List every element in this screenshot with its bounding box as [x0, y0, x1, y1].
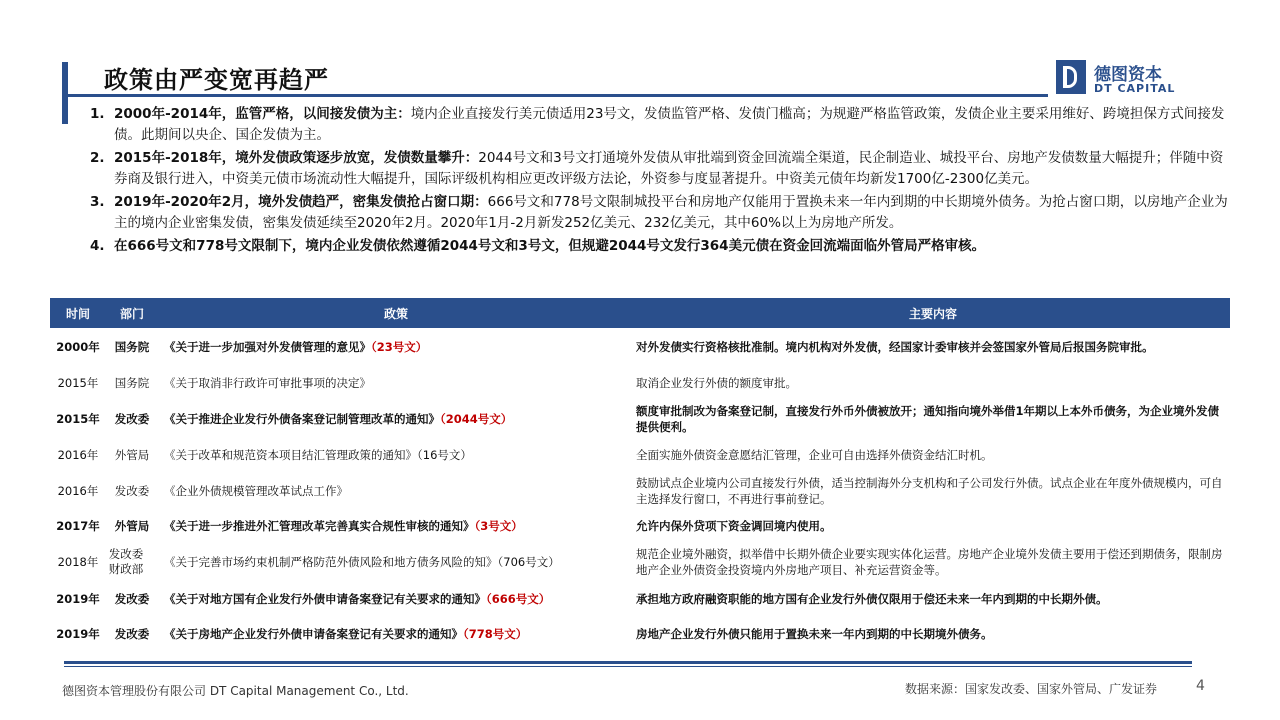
policy-name: 《关于对地方国有企业发行外债申请备案登记有关要求的通知》 — [164, 592, 486, 606]
cell-main: 取消企业发行外债的额度审批。 — [636, 376, 797, 390]
point-text — [114, 104, 1230, 146]
table-row — [50, 542, 1230, 582]
cell-dept: 发改委 — [114, 627, 150, 641]
point-text — [114, 148, 1230, 190]
cell-time: 2019年 — [56, 627, 100, 641]
cell-main: 房地产企业发行外债只能用于置换未来一年内到期的中长期境外债务。 — [636, 627, 993, 641]
table-header — [50, 298, 1230, 328]
policy-name: 《企业外债规模管理改革试点工作》 — [164, 484, 348, 498]
footer-company: 德图资本管理股份有限公司 DT Capital Management Co., Ltd. — [62, 684, 409, 698]
policy-name: 《关于取消非行政许可审批事项的决定》 — [164, 376, 371, 390]
doc-number: （23号文） — [371, 340, 428, 354]
header-policy: 政策 — [383, 306, 408, 321]
cell-main: 承担地方政府融资职能的地方国有企业发行外债仅限用于偿还未来一年内到期的中长期外债。 — [636, 592, 1108, 606]
page-number: 4 — [1196, 678, 1205, 694]
point-number: 2. — [90, 150, 105, 166]
footer-divider-thin — [64, 666, 1192, 667]
policy-name: 《关于房地产企业发行外债申请备案登记有关要求的通知》 — [164, 627, 463, 641]
policy-name: 《关于推进企业发行外债备案登记制管理改革的通知》 — [164, 412, 440, 426]
cell-dept: 国务院 — [114, 376, 150, 390]
header-dept: 部门 — [119, 306, 144, 321]
table-row — [50, 472, 1230, 510]
cell-time: 2017年 — [56, 519, 100, 533]
cell-dept: 国务院 — [114, 340, 150, 354]
table-row — [50, 616, 1230, 652]
cell-policy — [158, 626, 634, 642]
doc-number: （706号文） — [497, 555, 560, 569]
cell-time: 2015年 — [56, 412, 100, 426]
cell-time: 2016年 — [57, 448, 99, 462]
title-underline — [68, 94, 1048, 97]
cell-time: 2019年 — [56, 592, 100, 606]
cell-time: 2015年 — [57, 376, 99, 390]
doc-number: （778号文） — [463, 627, 528, 641]
table-row — [50, 582, 1230, 616]
point-number: 3. — [90, 194, 105, 210]
page-title: 政策由严变宽再趋严 — [104, 66, 329, 94]
cell-dept: 发改委 财政部 — [108, 547, 144, 576]
cell-dept: 外管局 — [114, 519, 150, 533]
point-number: 1. — [90, 106, 105, 122]
cell-policy — [158, 411, 634, 427]
company-logo — [1056, 60, 1186, 98]
logo-mark-icon — [1056, 60, 1086, 94]
table-row — [50, 328, 1230, 366]
cell-main: 对外发债实行资格核批准制。境内机构对外发债，经国家计委审核并会签国家外管局后报国务院审批。 — [636, 340, 1154, 354]
policy-name: 《关于完善市场约束机制严格防范外债风险和地方债务风险的知》 — [164, 555, 498, 569]
cell-dept: 发改委 — [114, 592, 150, 606]
cell-policy — [158, 518, 634, 534]
point-heading: 在666号文和778号文限制下，境内企业发债依然遵循2044号文和3号文，但规避2044号文发行364美元债在资金回流端面临外管局严格审核。 — [114, 238, 986, 254]
table-row — [50, 438, 1230, 472]
point-number: 4. — [90, 238, 105, 254]
cell-time: 2000年 — [56, 340, 100, 354]
doc-number: （2044号文） — [440, 412, 513, 426]
policy-name: 《关于进一步加强对外发债管理的意见》 — [164, 340, 371, 354]
cell-policy — [158, 591, 634, 607]
cell-policy — [158, 483, 634, 499]
doc-number: （666号文） — [486, 592, 551, 606]
logo-en-text: DT CAPITAL — [1094, 82, 1176, 95]
cell-dept: 外管局 — [114, 448, 150, 462]
point-heading: 2000年-2014年，监管严格，以间接发债为主： — [114, 106, 411, 122]
point-text — [114, 236, 1230, 257]
point-text — [114, 192, 1230, 234]
logo-cn-text: 德图资本 — [1094, 65, 1162, 85]
cell-main: 允许内保外贷项下资金调回境内使用。 — [636, 519, 832, 533]
cell-main: 规范企业境外融资，拟举借中长期外债企业要实现实体化运营。房地产企业境外发债主要用于偿还到期债务，限制房地产企业外债资金投资境内外房地产项目、补充运营资金等。 — [636, 547, 1223, 577]
cell-main: 全面实施外债资金意愿结汇管理，企业可自由选择外债资金结汇时机。 — [636, 448, 993, 462]
footer-divider — [64, 661, 1192, 664]
cell-policy — [158, 554, 634, 570]
policy-table — [50, 298, 1230, 652]
table-row — [50, 400, 1230, 438]
policy-name: 《关于改革和规范资本项目结汇管理政策的通知》 — [164, 448, 417, 462]
cell-time: 2018年 — [57, 555, 99, 569]
cell-main: 鼓励试点企业境内公司直接发行外债，适当控制海外分支机构和子公司发行外债。试点企业在年度外债规模内，可自主选择发行窗口，不再进行事前登记。 — [636, 476, 1223, 506]
key-points — [90, 104, 1230, 259]
header-main: 主要内容 — [908, 306, 957, 321]
cell-policy — [158, 447, 634, 463]
cell-dept: 发改委 — [114, 412, 150, 426]
point-item — [90, 104, 1230, 146]
table-row — [50, 510, 1230, 542]
cell-policy — [158, 339, 634, 355]
point-heading: 2019年-2020年2月，境外发债趋严，密集发债抢占窗口期： — [114, 194, 488, 210]
point-item — [90, 236, 1230, 257]
point-body: 2044号文和3号文打通境外发债从审批端到资金回流端全渠道，民企制造业、城投平台、房地产发债数量大幅提升；伴随中资券商及银行进入，中资美元债市场流动性大幅提升，国际评级机构相应更改评级方法论，外资参与度显著提升。中资美元债年均新发1700亿-2300亿美元。 — [114, 150, 1224, 187]
doc-number: （3号文） — [474, 519, 523, 533]
cell-time: 2016年 — [57, 484, 99, 498]
point-heading: 2015年-2018年，境外发债政策逐步放宽，发债数量攀升： — [114, 150, 479, 166]
table-row — [50, 366, 1230, 400]
point-item — [90, 192, 1230, 234]
cell-dept: 发改委 — [114, 484, 150, 498]
cell-main: 额度审批制改为备案登记制，直接发行外币外债被放开；通知指向境外举借1年期以上本外币债务，为企业境外发债提供便利。 — [636, 404, 1219, 434]
cell-policy — [158, 375, 634, 391]
footer-source: 数据来源：国家发改委、国家外管局、广发证券 — [905, 682, 1158, 696]
point-body: 境内企业直接发行美元债适用23号文，发债监管严格、发债门槛高；为规避严格监管政策，发债企业主要采用维好、跨境担保方式间接发债。此期间以央企、国企发债为主。 — [114, 106, 1225, 143]
point-body: 666号文和778号文限制城投平台和房地产仅能用于置换未来一年内到期的中长期境外债务。为抢占窗口期，以房地产企业为主的境内企业密集发债，密集发债延续至2020年2月。2020年1月-2月新发252亿美元、232亿美元，其中60%以上为房地产所发。 — [114, 194, 1228, 231]
header-time: 时间 — [65, 306, 90, 321]
doc-number: （16号文） — [417, 448, 472, 462]
title-accent-bar — [62, 62, 68, 124]
policy-name: 《关于进一步推进外汇管理改革完善真实合规性审核的通知》 — [164, 519, 475, 533]
point-item — [90, 148, 1230, 190]
